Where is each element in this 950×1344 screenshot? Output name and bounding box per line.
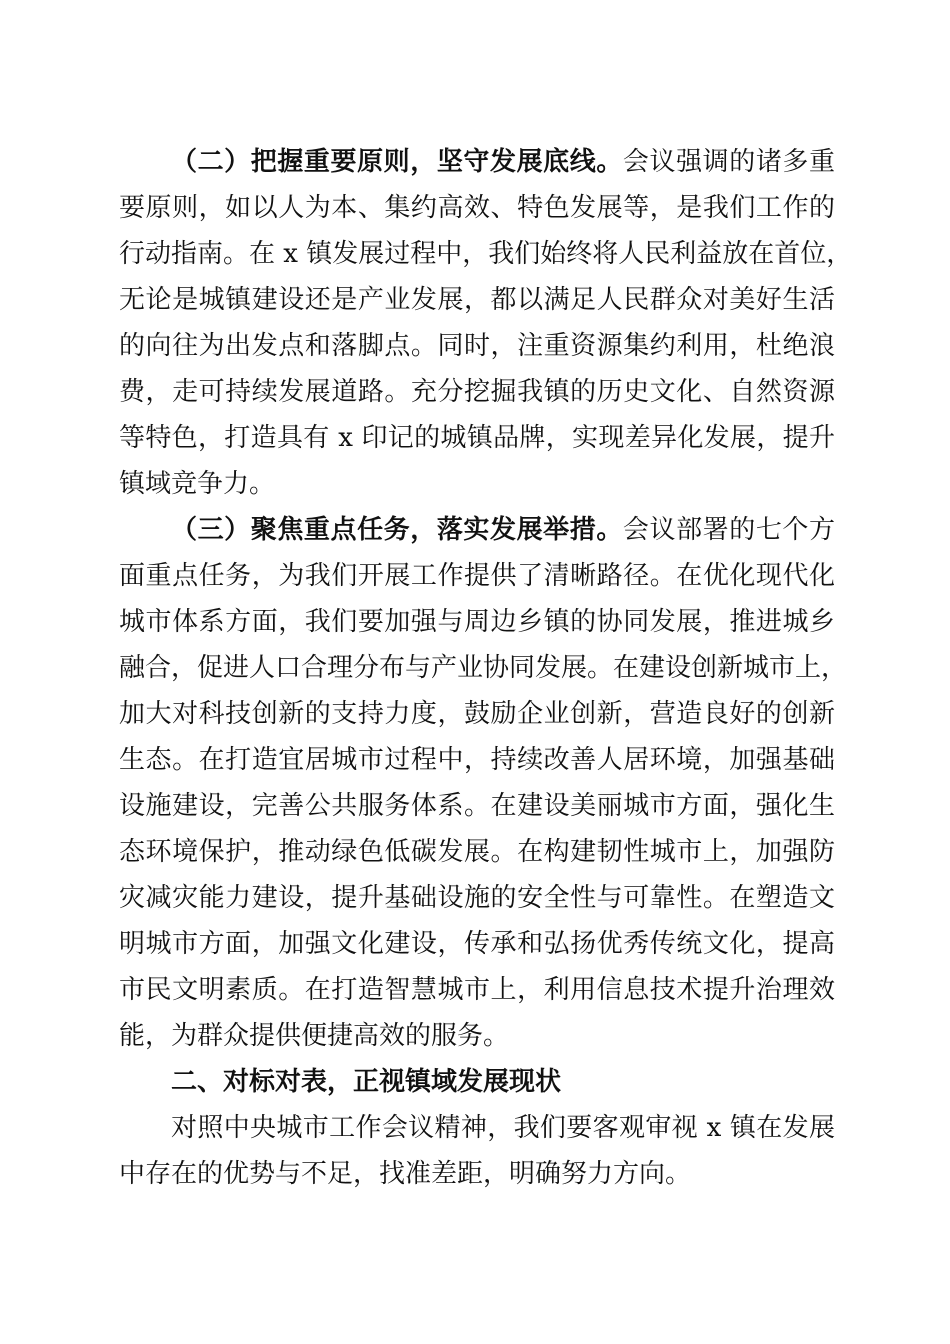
paragraph-2-line-5: 的向往为出发点和落脚点。同时，注重资源集约利用，杜绝浪 — [119, 331, 835, 361]
paragraph-3-line-1 — [171, 508, 835, 552]
paragraph-2-line-1 — [171, 140, 835, 184]
closing-line-2: 中存在的优势与不足，找准差距，明确努力方向。 — [119, 1159, 692, 1189]
paragraph-3-line-2: 面重点任务，为我们开展工作提供了清晰路径。在优化现代化 — [119, 561, 835, 591]
closing-line-1: 对照中央城市工作会议精神，我们要客观审视 x 镇在发展 — [171, 1113, 835, 1143]
section-heading: 二、对标对表，正视镇域发展现状 — [171, 1067, 562, 1097]
paragraph-2-line-3: 行动指南。在 x 镇发展过程中，我们始终将人民利益放在首位， — [119, 239, 853, 269]
paragraph-2-lead: （二）把握重要原则，坚守发展底线。 — [171, 147, 623, 177]
paragraph-3-line-7: 设施建设，完善公共服务体系。在建设美丽城市方面，强化生 — [119, 791, 835, 821]
paragraph-2-line-6: 费，走可持续发展道路。充分挖掘我镇的历史文化、自然资源 — [119, 377, 835, 407]
paragraph-3-lead: （三）聚焦重点任务，落实发展举措。 — [171, 515, 623, 545]
paragraph-3-line-4: 融合，促进人口合理分布与产业协同发展。在建设创新城市上， — [119, 653, 848, 683]
paragraph-2-line-4: 无论是城镇建设还是产业发展，都以满足人民群众对美好生活 — [119, 285, 835, 315]
paragraph-3-line-9: 灾减灾能力建设，提升基础设施的安全性与可靠性。在塑造文 — [119, 883, 835, 913]
paragraph-3-line-12: 能，为群众提供便捷高效的服务。 — [119, 1021, 510, 1051]
paragraph-3-line-11: 市民文明素质。在打造智慧城市上，利用信息技术提升治理效 — [119, 975, 835, 1005]
paragraph-3-line-3: 城市体系方面，我们要加强与周边乡镇的协同发展，推进城乡 — [119, 607, 835, 637]
paragraph-3-line-10: 明城市方面，加强文化建设，传承和弘扬优秀传统文化，提高 — [119, 929, 835, 959]
paragraph-2-line-8: 镇域竞争力。 — [119, 469, 276, 499]
paragraph-3-line-8: 态环境保护，推动绿色低碳发展。在构建韧性城市上，加强防 — [119, 837, 835, 867]
paragraph-3-text: 会议部署的七个方 — [622, 515, 835, 545]
paragraph-3-line-6: 生态。在打造宜居城市过程中，持续改善人居环境，加强基础 — [119, 745, 835, 775]
paragraph-3-line-5: 加大对科技创新的支持力度，鼓励企业创新，营造良好的创新 — [119, 699, 835, 729]
paragraph-2-line-7: 等特色，打造具有 x 印记的城镇品牌，实现差异化发展，提升 — [119, 423, 835, 453]
paragraph-2-text: 会议强调的诸多重 — [622, 147, 835, 177]
paragraph-2-line-2: 要原则，如以人为本、集约高效、特色发展等，是我们工作的 — [119, 193, 835, 223]
